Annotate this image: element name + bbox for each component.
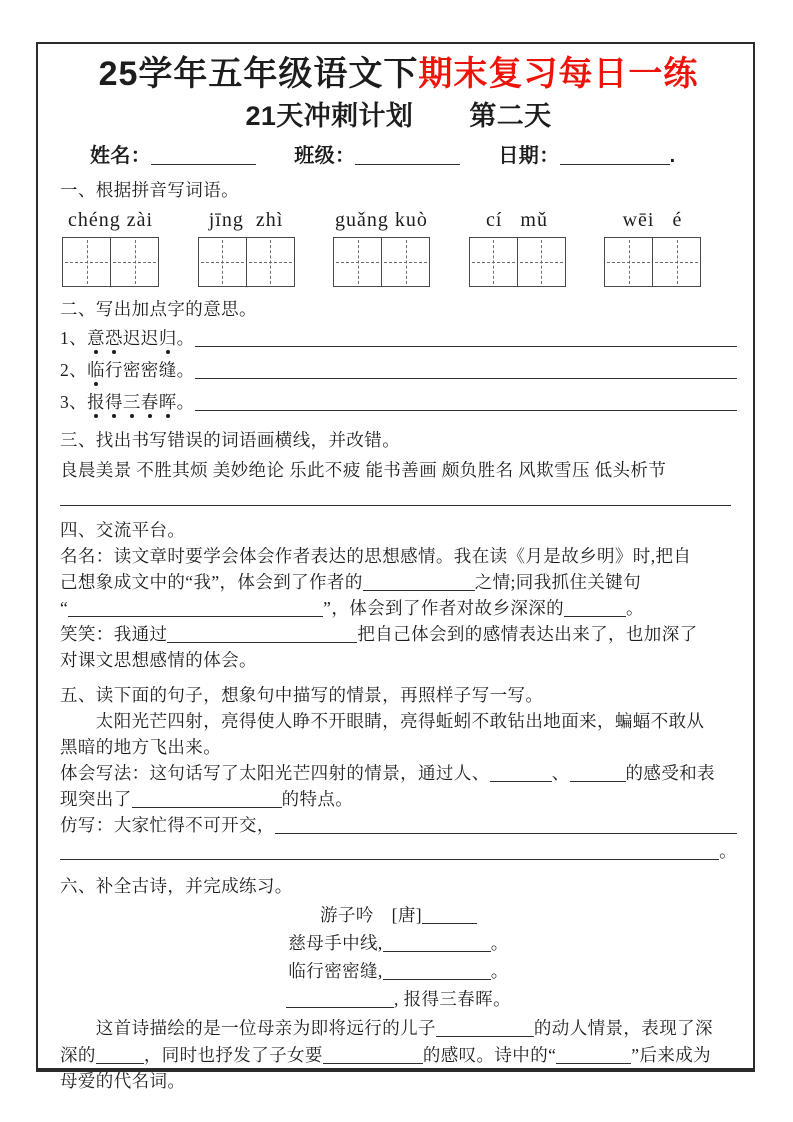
text-segment: 。 (490, 933, 509, 953)
answer-blank (195, 344, 738, 347)
pinyin-grid-row (60, 209, 737, 287)
text-segment: 慈母手中线, (288, 933, 383, 953)
text-segment: 1、 (60, 328, 88, 348)
section-pinyin-words (60, 178, 737, 287)
text-line (60, 929, 737, 957)
text-line (60, 708, 737, 734)
subtitle-plan-text: 21天冲刺计划 (245, 101, 414, 131)
answer-blank (570, 779, 626, 782)
text-line (60, 386, 737, 418)
text-segment: 3、 (60, 392, 88, 412)
text-segment: 。 (719, 841, 737, 861)
dotted-text: 报得三春晖。 (87, 392, 195, 412)
writing-grid-cell (246, 238, 294, 286)
writing-grid-cell (652, 238, 700, 286)
pinyin-label: jīng zhì (208, 209, 284, 231)
text-line (60, 322, 737, 354)
title-red-text: 期末复习每日一练 (418, 55, 699, 93)
text-segment: 名名：读文章时要学会体会作者表达的思想感情。我在读《月是故乡明》时,把自 (60, 546, 692, 566)
exchange-dialogue (60, 543, 737, 673)
poem-block (60, 901, 737, 1013)
text-line (60, 901, 737, 929)
text-segment: ”，体会到了作者对故乡深深的 (323, 598, 565, 618)
writing-grid (62, 237, 159, 287)
pinyin-word-group (333, 209, 430, 287)
worksheet-border-frame (36, 42, 755, 1091)
writing-grid (604, 237, 701, 287)
answer-blank (436, 1034, 534, 1037)
text-segment: 的感叹。诗中的“ (422, 1044, 557, 1065)
dotted-text: 临行密密缝。 (87, 360, 195, 380)
text-segment: 这首诗描绘的是一位母亲为即将远行的儿子 (60, 1018, 436, 1038)
text-segment: “ (60, 598, 69, 618)
word-choices-row: 良晨美景 不胜其烦 美妙绝论 乐此不疲 能书善画 颇负胜名 风欺雪压 低头析节 (60, 460, 667, 480)
text-line (60, 957, 737, 985)
text-line (60, 838, 737, 864)
class-blank (355, 162, 460, 165)
poem-analysis-paragraph (60, 1015, 737, 1095)
text-line (60, 734, 737, 760)
text-line (60, 354, 737, 386)
date-field (498, 144, 675, 168)
page-title (60, 54, 737, 94)
answer-blank (167, 640, 357, 643)
section-find-wrong-words (60, 428, 737, 506)
writing-grid-cell (334, 238, 381, 286)
text-segment: 的感受和表 (625, 763, 716, 783)
answer-blank (556, 1061, 631, 1064)
text-line (60, 595, 737, 621)
section-6-heading: 六、补全古诗，并完成练习。 (60, 876, 293, 896)
text-segment: 。 (490, 961, 509, 981)
writing-grid-cell (110, 238, 158, 286)
text-segment: 深的 (60, 1044, 96, 1065)
class-label: 班级： (294, 145, 356, 167)
answer-blank (68, 614, 323, 617)
text-segment: 的特点。 (281, 789, 354, 809)
pinyin-label: wēi é (622, 209, 683, 231)
pinyin-label: guǎng kuò (335, 209, 428, 231)
date-blank (560, 162, 670, 165)
answer-blank (323, 1061, 423, 1064)
answer-blank (96, 1061, 144, 1064)
text-segment: 母爱的代名词。 (60, 1071, 186, 1091)
text-line (60, 812, 737, 838)
pinyin-word-group (469, 209, 566, 287)
correction-answer-line (60, 503, 731, 506)
text-segment: 对课文思想感情的体会。 (60, 650, 257, 670)
writing-grid-cell (63, 238, 110, 286)
section-2-heading: 二、写出加点字的意思。 (60, 299, 257, 319)
dotted-text: 意恐迟迟归。 (87, 328, 195, 348)
text-line (60, 985, 737, 1013)
text-segment: 现突出了 (60, 789, 132, 809)
name-label: 姓名： (90, 145, 152, 167)
sentence-exercise (60, 708, 737, 864)
text-line (60, 1068, 737, 1095)
text-segment: 之情;同我抓住关键句 (474, 572, 642, 592)
subtitle-day-text: 第二天 (469, 101, 552, 131)
class-field (294, 144, 460, 168)
section-3-heading: 三、找出书写错误的词语画横线，并改错。 (60, 430, 401, 450)
answer-blank (286, 1005, 394, 1008)
pinyin-label: cí mǔ (486, 209, 548, 231)
text-segment: 体会写法：这句话写了太阳光芒四射的情景，通过人、 (60, 763, 490, 783)
answer-blank (490, 779, 552, 782)
section-1-heading: 一、根据拼音写词语。 (60, 180, 239, 200)
writing-grid (469, 237, 566, 287)
text-line (60, 647, 737, 673)
text-segment: ”后来成为 (631, 1044, 712, 1065)
pinyin-word-group (198, 209, 295, 287)
text-line (60, 569, 737, 595)
name-field (90, 144, 256, 168)
writing-grid-cell (199, 238, 246, 286)
writing-grid-cell (470, 238, 517, 286)
section-dotted-char-meaning (60, 297, 737, 418)
answer-blank (564, 614, 626, 617)
answer-blank (363, 588, 475, 591)
student-info-row (90, 144, 737, 168)
text-segment: ，同时也抒发了子女要 (143, 1044, 323, 1065)
text-segment: 太阳光芒四射，亮得使人睁不开眼睛，亮得蚯蚓不敢钻出地面来，蝙蝠不敢从 (60, 711, 705, 731)
name-blank (151, 162, 256, 165)
pinyin-label: chéng zài (67, 209, 154, 231)
answer-blank (422, 921, 477, 924)
date-period: . (669, 145, 676, 167)
text-line (60, 543, 737, 569)
text-segment: , 报得三春晖。 (394, 989, 511, 1009)
text-segment: 临行密密缝, (288, 961, 383, 981)
answer-blank (383, 977, 491, 980)
title-black-text: 25学年五年级语文下 (98, 55, 419, 93)
text-segment: 2、 (60, 360, 88, 380)
text-segment: 黑暗的地方飞出来。 (60, 737, 222, 757)
section-complete-poem (60, 874, 737, 1095)
writing-grid-cell (381, 238, 429, 286)
text-segment: 、 (551, 763, 570, 783)
answer-blank (60, 857, 719, 860)
text-line (60, 621, 737, 647)
text-line (60, 786, 737, 812)
section-exchange-platform (60, 518, 737, 673)
section-5-heading: 五、读下面的句子，想象句中描写的情景，再照样子写一写。 (60, 685, 544, 705)
text-line (60, 760, 737, 786)
writing-grid-cell (605, 238, 652, 286)
text-segment: 笑笑：我通过 (60, 624, 168, 644)
text-segment: 己想象成文中的“我”，体会到了作者的 (60, 572, 363, 592)
text-segment: 。 (626, 598, 644, 618)
writing-grid (333, 237, 430, 287)
page-subtitle (60, 100, 737, 132)
section-4-heading: 四、交流平台。 (60, 520, 186, 540)
dotted-sentence-list (60, 322, 737, 418)
text-line (60, 1015, 737, 1042)
answer-blank (195, 408, 738, 411)
answer-blank (275, 831, 737, 834)
answer-blank (132, 805, 282, 808)
section-imitate-sentence (60, 683, 737, 864)
pinyin-word-group (604, 209, 701, 287)
writing-grid-cell (517, 238, 565, 286)
text-segment: 游子吟 [唐] (320, 905, 422, 925)
text-line (60, 1042, 737, 1069)
pinyin-word-group (62, 209, 159, 287)
text-segment: 的动人情景，表现了深 (533, 1018, 713, 1038)
date-label: 日期： (498, 145, 560, 167)
text-segment: 把自己体会到的感情表达出来了，也加深了 (357, 624, 698, 644)
answer-blank (383, 949, 491, 952)
answer-blank (195, 376, 738, 379)
writing-grid (198, 237, 295, 287)
text-segment: 仿写：大家忙得不可开交， (60, 815, 275, 835)
